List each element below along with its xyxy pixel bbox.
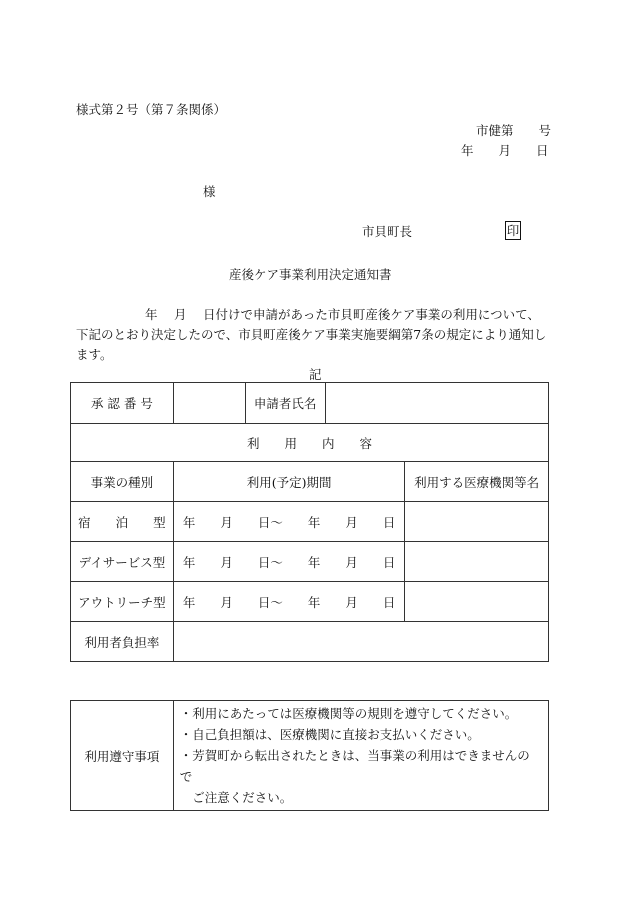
facility-cell: [405, 542, 549, 582]
table-row: [71, 502, 549, 542]
page-title: 産後ケア事業利用決定通知書: [229, 267, 392, 282]
service-type-cell: アウトリーチ型: [71, 582, 174, 622]
table-row: [71, 582, 549, 622]
period-cell: 年 月 日～ 年 月 日: [173, 502, 404, 542]
form-number: 様式第２号（第７条関係）: [76, 102, 227, 117]
period-cell: 年 月 日～ 年 月 日: [173, 542, 404, 582]
body-text-line-3: ます。: [76, 347, 113, 362]
period-cell: 年 月 日～ 年 月 日: [173, 582, 404, 622]
user-burden-field: [173, 622, 548, 662]
addressee-suffix: 様: [203, 184, 216, 199]
user-burden-label: 利用者負担率: [71, 622, 174, 662]
service-type-cell: デイサービス型: [71, 542, 174, 582]
usage-details-header: 利 用 内 容: [71, 424, 549, 462]
facility-cell: [405, 582, 549, 622]
column-header-facility: 利用する医療機関等名: [405, 462, 549, 502]
usage-rules-table: [70, 700, 549, 811]
usage-rule-item: ・利用にあたっては医療機関等の規則を遵守してください。: [179, 706, 518, 721]
ki-note-mark: 記: [309, 367, 322, 382]
issuer-name: 市貝町長: [362, 224, 413, 239]
column-header-period: 利用(予定)期間: [173, 462, 404, 502]
approval-number-label: 承 認 番 号: [71, 383, 174, 424]
body-text-line-2: 下記のとおり決定したので、市貝町産後ケア事業実施要綱第7条の規定により通知し: [76, 327, 547, 342]
applicant-name-field: [325, 383, 549, 424]
usage-table: [70, 382, 549, 662]
usage-rules-list: [173, 701, 548, 811]
facility-cell: [405, 502, 549, 542]
applicant-name-label: 申請者氏名: [245, 383, 325, 424]
column-header-type: 事業の種別: [71, 462, 174, 502]
issue-date: 年 月 日: [461, 143, 549, 158]
usage-rule-item: ご注意ください。: [179, 790, 293, 805]
table-row: [71, 542, 549, 582]
usage-rule-item: ・芳賀町から転出されたときは、当事業の利用はできませんので: [179, 748, 530, 784]
seal-mark: 印: [506, 223, 520, 238]
service-type-cell: 宿 泊 型: [71, 502, 174, 542]
body-text-line-1: 年 月 日付けで申請があった市貝町産後ケア事業の利用について、: [145, 307, 540, 322]
usage-rules-label: 利用遵守事項: [71, 701, 174, 811]
document-number: 市健第 号: [476, 123, 552, 138]
approval-number-field: [173, 383, 245, 424]
usage-rule-item: ・自己負担額は、医療機関に直接お支払いください。: [179, 727, 480, 742]
